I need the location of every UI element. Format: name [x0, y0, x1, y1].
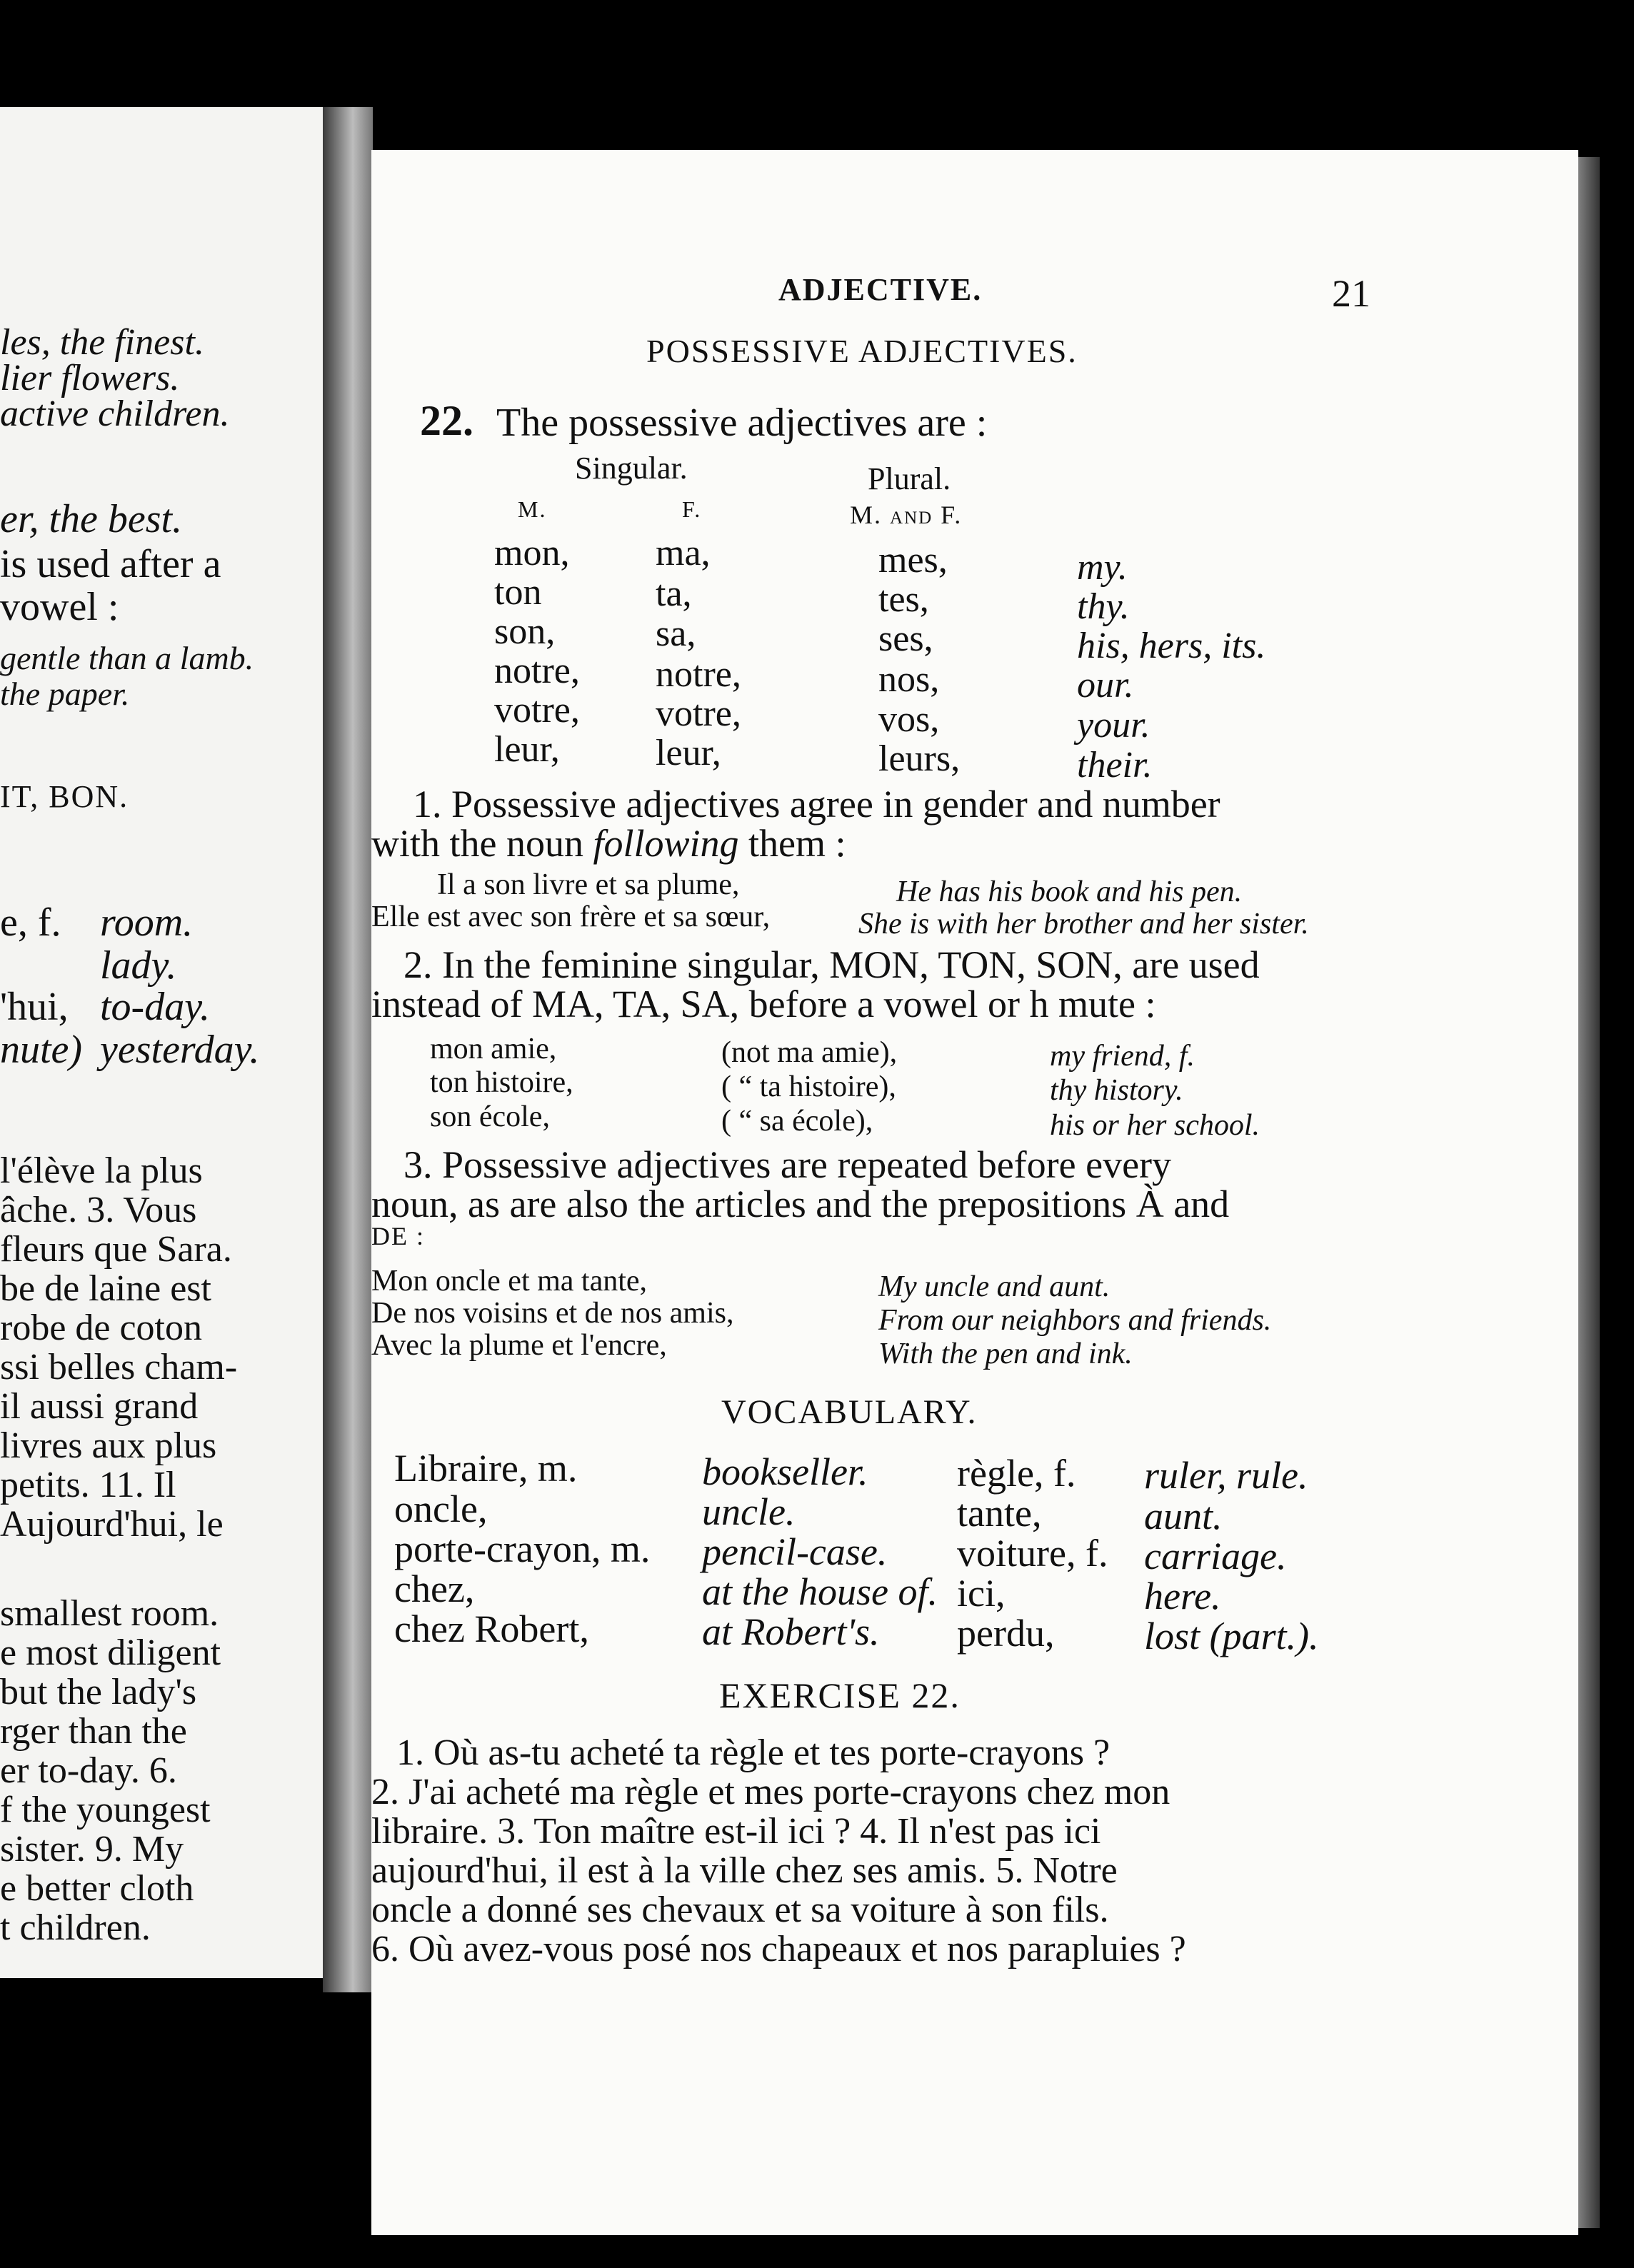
example-en: With the pen and ink.	[878, 1338, 1133, 1370]
vocab-en: ruler, rule.	[1144, 1454, 1308, 1497]
left-line: robe de coton	[0, 1308, 203, 1348]
left-line: er, the best.	[0, 497, 183, 541]
left-line: nute)	[0, 1028, 83, 1072]
left-line: but the lady's	[0, 1672, 197, 1712]
exercise-line: 2. J'ai acheté ma règle et mes porte-crayons chez mon	[371, 1772, 1171, 1812]
feminine-heading: F.	[682, 496, 702, 522]
table-cell: leur,	[656, 733, 721, 773]
note1-text: them :	[748, 822, 846, 865]
exercise-line: oncle a donné ses chevaux et sa voiture à son fils.	[371, 1890, 1109, 1930]
example-fr: Mon oncle et ma tante,	[371, 1265, 648, 1298]
table-cell: votre,	[494, 690, 580, 731]
left-line: er to-day. 6.	[0, 1750, 177, 1791]
left-line: lady.	[100, 943, 177, 988]
example-fr: Elle est avec son frère et sa sœur,	[371, 900, 771, 933]
example-en: thy history.	[1050, 1074, 1183, 1107]
example-en: his or her school.	[1050, 1109, 1260, 1142]
table-cell: ma,	[656, 533, 711, 573]
left-line: l'élève la plus	[0, 1150, 203, 1191]
left-line: âche. 3. Vous	[0, 1190, 197, 1230]
note3-line: DE :	[371, 1222, 425, 1250]
example-en: From our neighbors and friends.	[878, 1304, 1272, 1337]
note3-line: noun, as are also the articles and the prepositions À and	[371, 1183, 1230, 1225]
vocab-en: here.	[1144, 1575, 1221, 1617]
vocab-en: pencil-case.	[702, 1530, 888, 1573]
note1-line: 1. Possessive adjectives agree in gender and number	[413, 783, 1221, 826]
right-page	[371, 150, 1578, 2235]
note2-line: instead of MA, TA, SA, before a vowel or h mute :	[371, 983, 1156, 1025]
rule-intro: The possessive adjectives are :	[496, 401, 988, 445]
vocab-fr: chez Robert,	[394, 1607, 589, 1650]
vocab-fr: oncle,	[394, 1487, 488, 1530]
left-line: 'hui,	[0, 985, 69, 1029]
vocab-fr: voiture, f.	[957, 1532, 1108, 1575]
book-gutter	[323, 107, 373, 1992]
left-line: sister. 9. My	[0, 1829, 184, 1870]
table-cell: our.	[1077, 665, 1134, 706]
left-line: f the youngest	[0, 1790, 211, 1830]
table-cell: notre,	[494, 651, 580, 691]
section-title: POSSESSIVE ADJECTIVES.	[646, 333, 1078, 369]
left-line: lier flowers.	[0, 358, 180, 398]
left-line: is used after a	[0, 542, 221, 586]
example-not: ( “ sa école),	[721, 1105, 873, 1138]
table-cell: ses,	[878, 618, 933, 659]
left-line: t children.	[0, 1907, 151, 1948]
left-line: to-day.	[100, 985, 210, 1029]
vocab-fr: Libraire, m.	[394, 1447, 578, 1490]
example-not: (not ma amie),	[721, 1036, 898, 1069]
left-line: e better cloth	[0, 1868, 194, 1909]
exercise-line: aujourd'hui, il est à la ville chez ses amis. 5. Notre	[371, 1850, 1118, 1891]
vocab-fr: perdu,	[957, 1612, 1055, 1655]
example-fr: De nos voisins et de nos amis,	[371, 1297, 734, 1330]
note3-line: 3. Possessive adjectives are repeated before every	[404, 1143, 1172, 1186]
table-cell: mon,	[494, 533, 570, 573]
left-line: yesterday.	[100, 1028, 260, 1072]
mf-heading: M. and F.	[850, 501, 963, 529]
rule-number: 22.	[420, 397, 473, 444]
table-cell: leurs,	[878, 738, 961, 779]
left-line: the paper.	[0, 676, 130, 712]
left-line: room.	[100, 900, 194, 945]
example-en: He has his book and his pen.	[896, 875, 1243, 908]
table-cell: sa,	[656, 613, 696, 654]
left-line: livres aux plus	[0, 1425, 217, 1466]
left-line: ssi belles cham-	[0, 1347, 238, 1388]
table-cell: mes,	[878, 540, 948, 581]
vocab-en: aunt.	[1144, 1495, 1223, 1537]
example-fr: Avec la plume et l'encre,	[371, 1329, 667, 1362]
left-line: e, f.	[0, 900, 61, 945]
table-cell: my.	[1077, 547, 1128, 588]
left-line: vowel :	[0, 585, 119, 629]
left-line: les, the finest.	[0, 322, 204, 363]
page-number: 21	[1332, 272, 1370, 315]
table-cell: thy.	[1077, 586, 1130, 627]
table-cell: votre,	[656, 693, 741, 734]
vocab-en: bookseller.	[702, 1450, 868, 1493]
running-title: ADJECTIVE.	[778, 272, 983, 307]
table-cell: your.	[1077, 705, 1151, 746]
left-line: active children.	[0, 393, 230, 434]
exercise-line: 6. Où avez-vous posé nos chapeaux et nos parapluies ?	[371, 1929, 1186, 1970]
example-en: She is with her brother and her sister.	[858, 908, 1309, 940]
table-cell: son,	[494, 611, 556, 652]
vocab-en: lost (part.).	[1144, 1615, 1319, 1657]
note1-line	[371, 821, 846, 865]
example-fr: mon amie,	[430, 1033, 557, 1065]
exercise-title: EXERCISE 22.	[719, 1675, 961, 1715]
vocab-fr: tante,	[957, 1492, 1042, 1535]
left-line: rger than the	[0, 1711, 187, 1752]
exercise-line: libraire. 3. Ton maître est-il ici ? 4. Il n'est pas ici	[371, 1811, 1101, 1852]
note2-line: 2. In the feminine singular, MON, TON, SON, are used	[404, 943, 1260, 986]
table-cell: notre,	[656, 654, 741, 695]
left-line: petits. 11. Il	[0, 1465, 176, 1505]
left-line: Aujourd'hui, le	[0, 1504, 224, 1545]
left-line: e most diligent	[0, 1632, 221, 1673]
table-cell: his, hers, its.	[1077, 626, 1266, 666]
note1-text: with the noun	[371, 822, 583, 865]
left-line: il aussi grand	[0, 1386, 199, 1427]
example-fr: Il a son livre et sa plume,	[437, 868, 740, 901]
left-line: gentle than a lamb.	[0, 640, 254, 676]
plural-heading: Plural.	[868, 461, 951, 496]
left-page	[0, 107, 327, 1978]
table-cell: their.	[1077, 745, 1153, 786]
vocab-en: at the house of.	[702, 1570, 938, 1613]
vocab-fr: ici,	[957, 1572, 1006, 1615]
left-line: IT, BON.	[0, 779, 129, 814]
example-fr: ton histoire,	[430, 1066, 573, 1099]
table-cell: vos,	[878, 699, 940, 740]
example-not: ( “ ta histoire),	[721, 1070, 896, 1103]
left-line: smallest room.	[0, 1593, 219, 1634]
table-cell: leur,	[494, 729, 560, 770]
vocab-fr: porte-crayon, m.	[394, 1527, 651, 1570]
exercise-line: 1. Où as-tu acheté ta règle et tes porte-crayons ?	[396, 1732, 1111, 1773]
example-fr: son école,	[430, 1100, 550, 1133]
masculine-heading: M.	[518, 496, 547, 522]
vocabulary-title: VOCABULARY.	[721, 1393, 978, 1431]
example-en: My uncle and aunt.	[878, 1270, 1111, 1303]
example-en: my friend, f.	[1050, 1040, 1195, 1073]
singular-heading: Singular.	[575, 451, 688, 486]
left-line: fleurs que Sara.	[0, 1229, 232, 1270]
note1-emphasis: following	[593, 822, 739, 865]
table-cell: tes,	[878, 579, 929, 620]
table-cell: ta,	[656, 573, 692, 614]
table-cell: nos,	[878, 659, 940, 700]
vocab-en: carriage.	[1144, 1535, 1287, 1577]
vocab-fr: chez,	[394, 1567, 475, 1610]
table-cell: ton	[494, 572, 542, 613]
left-line: be de laine est	[0, 1268, 211, 1309]
vocab-en: at Robert's.	[702, 1610, 880, 1653]
vocab-fr: règle, f.	[957, 1452, 1076, 1495]
vocab-en: uncle.	[702, 1490, 796, 1533]
